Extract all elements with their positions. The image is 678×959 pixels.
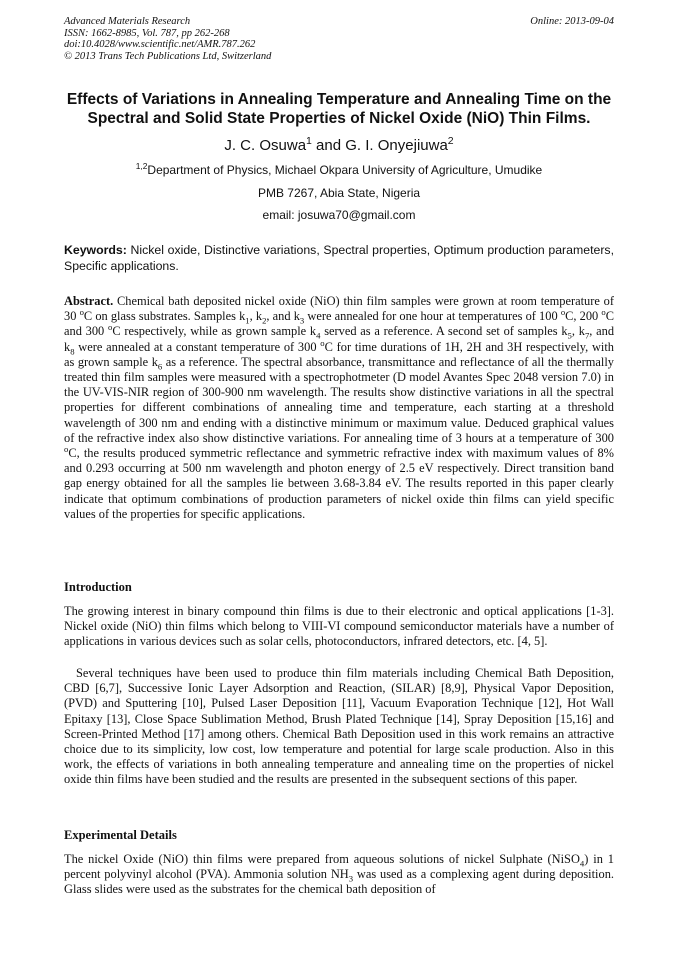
affiliation-address: PMB 7267, Abia State, Nigeria bbox=[257, 186, 421, 200]
journal-name: Advanced Materials Research bbox=[64, 16, 191, 27]
author-2-sup: 2 bbox=[447, 135, 454, 147]
keywords-label: Keywords: bbox=[64, 243, 127, 257]
affiliation-department: $^{1,2}$Department of Physics, Michael Okpara University of Agriculture, Umudike bbox=[135, 161, 543, 177]
keywords bbox=[64, 242, 614, 274]
author-1: J. C. Osuwa bbox=[224, 137, 307, 154]
introduction-paragraph-1: The growing interest in binary compound thin films is due to their electronic and optical applications [1-3]. Nickel oxide (NiO) thin films which belong to VIII-VI compound semiconductor materials have a number of applications in various devices such as solar cells, photoconductors, infrared detectors, etc. [4, 5]. bbox=[64, 604, 614, 649]
author-2: G. I. Onyejiuwa bbox=[345, 137, 448, 154]
copyright: © 2013 Trans Tech Publications Ltd, Switzerland bbox=[64, 50, 272, 62]
issn: ISSN: 1662-8985, Vol. 787, pp 262-268 bbox=[64, 27, 230, 39]
author-and: and bbox=[311, 137, 346, 154]
online-date: Online: 2013-09-04 bbox=[530, 16, 614, 27]
doi: doi:10.4028/www.scientific.net/AMR.787.262 bbox=[64, 39, 256, 50]
journal-meta bbox=[64, 16, 271, 62]
abstract-label: Abstract. bbox=[64, 294, 114, 308]
introduction-heading: Introduction bbox=[64, 580, 132, 594]
introduction-paragraph-2: Several techniques have been used to produce thin film materials including Chemical Bath Deposition, CBD [6,7], Successive Ionic Layer Adsorption and Reaction, (SILAR) [8,9], Physical Vapor Deposition, (PVD) and Sputtering [10], Pulsed Laser Deposition [11], Vacuum Evaporation Technique [12], Hot Wall Epitaxy [13], Close Space Sublimation Method, Brush Plated Technique [14], Spray Deposition [15,16] and Screen-Printed Method [17] among others. Chemical Bath Deposition used in this work remains an attractive choice due to its simplicity, low cost, low temperature and potential for large scale production. Also in this work, the effects of variations in both annealing temperature and annealing time on the properties of nickel oxide thin films have been studied and the results are presented in the subsequent sections of this paper. bbox=[64, 666, 614, 787]
author-email: email: josuwa70@gmail.com bbox=[262, 208, 416, 222]
paper-title: Effects of Variations in Annealing Temperature and Annealing Time on the Spectral and Solid State Properties of Nickel Oxide (NiO) Thin Films. bbox=[66, 91, 612, 127]
experimental-paragraph: The nickel Oxide (NiO) thin films were prepared from aqueous solutions of nickel Sulphate (NiSO$_4$) in 1 percent polyvinyl alcohol (PVA). Ammonia solution $NH_3$ was used as a complexing agent during deposition. Glass slides were used as the substrates for the chemical bath deposition of bbox=[64, 852, 614, 897]
experimental-heading: Experimental Details bbox=[64, 828, 177, 842]
author-1-sup: 1 bbox=[306, 135, 312, 147]
affiliation-sup: 1,2 bbox=[135, 161, 148, 171]
author-line bbox=[0, 137, 678, 154]
abstract: Abstract. Chemical bath deposited nickel oxide (NiO) thin film samples were grown at room temperature of 30 $^o$C on glass substrates. Samples $k_1$, $k_2$, and $k_3$ were annealed for one hour at temperatures of 100 $^o$C, 200 $^o$C and 300 $^o$C respectively, while as grown sample $k_4$ served as a reference. A second set of samples $k_5$, $k_7$, and $k_8$ were annealed at a constant temperature of 300 $^o$C for time durations of 1H, 2H and 3H respectively, with as grown sample $k_6$ as a reference. The spectral absorbance, transmittance and reflectance of all the thermally treated thin film samples were measured with a spectrophotmeter (D model Avantes Spec 2048 version 7.0) in the UV-VIS-NIR region of 300-900 nm wavelength. The results show distinctive variations in all the spectral properties for different combinations of annealing time and temperature, each starting at a threshold wavelength of 300 nm and ending with a distinctive minimum or maximum value. Deduced graphical values of the refractive index also show distinctive variations. For annealing time of 3 hours at a temperature of 300 $^o$C, the results produced symmetric reflectance and symmetric refractive index with maximum values of 8% and 0.293 occurring at 500 nm wavelength and photon energy of 2.5 eV respectively. Direct transition band gap energy obtained for all the samples lie between 3.68-3.84 eV. The results reported in this paper clearly indicate that optimum combinations of production parameters of nickel oxide thin films can yield specific values of the properties for specific applications. bbox=[64, 294, 615, 521]
keywords-text: Nickel oxide, Distinctive variations, Spectral properties, Optimum production parameters, Specific applications. bbox=[64, 243, 614, 273]
